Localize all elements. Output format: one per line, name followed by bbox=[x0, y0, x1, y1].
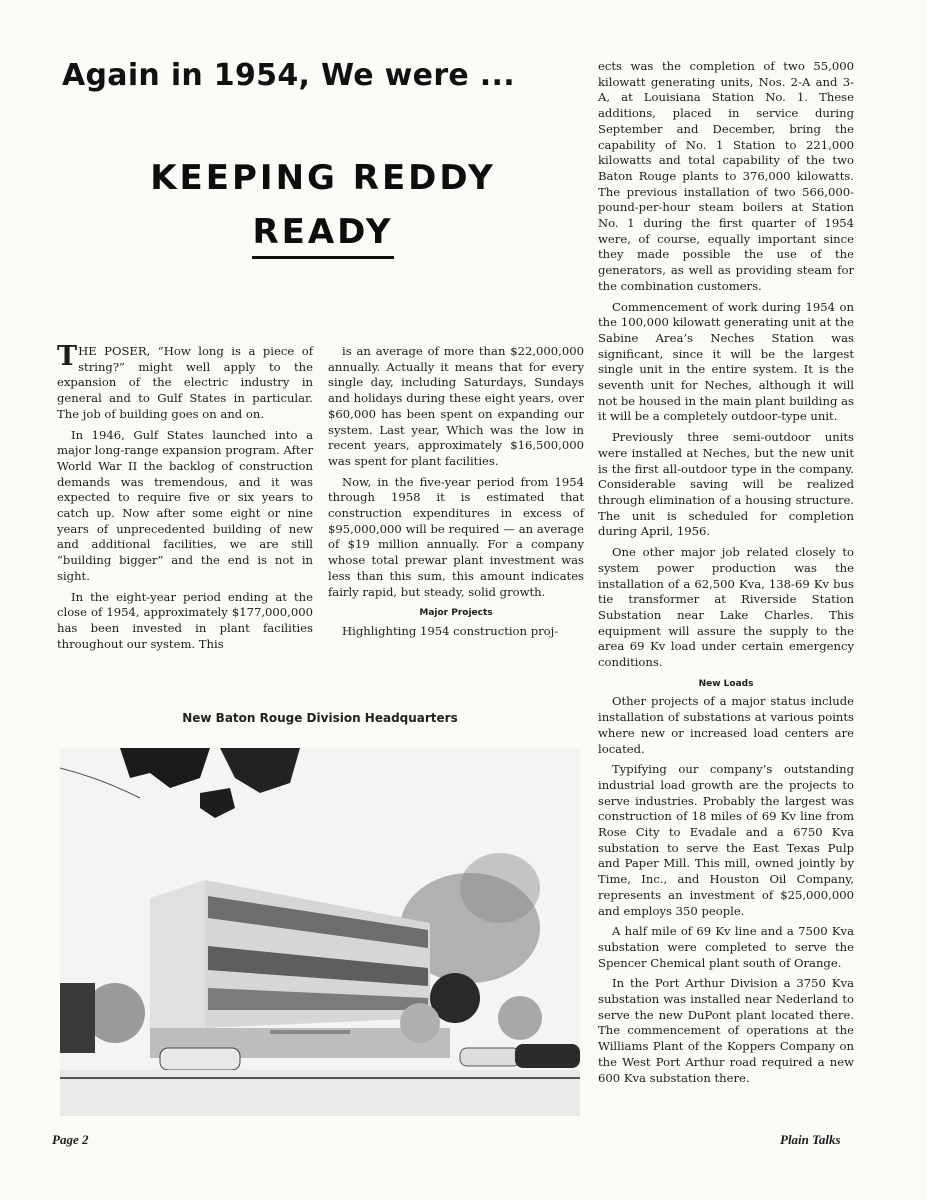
article-paragraph bbox=[598, 762, 854, 919]
paragraph-text: is an average of more than $22,000,000 annually. Actually it means that for every single day, including Saturdays, Sundays and holidays during these eight years, over $60,000 has been spent on expanding our system. Last year, Which was the low in recent years, approximately $16,500,000 was spent for plant facilities. bbox=[328, 344, 584, 468]
paragraph-text: In 1946, Gulf States launched into a major long-range expansion program. After World War II the backlog of construction demands was tremendous, and it was expected to require five or six years to catch up. Now after some eight or nine years of unprecedented building of new and additional facilities, we are still “building bigger” and the end is not in sight. bbox=[57, 427, 313, 583]
article-paragraph bbox=[598, 924, 854, 971]
publication-name: Plain Talks bbox=[780, 1132, 841, 1147]
article-paragraph bbox=[598, 59, 854, 295]
headline-line1: KEEPING REDDY bbox=[150, 158, 496, 198]
paragraph-text: HE POSER, “How long is a piece of string?” might well apply to the expansion of the electric industry in general and to Gulf States in particular. The job of building goes on and on. bbox=[57, 344, 313, 421]
paragraph-text: Commencement of work during 1954 on the 100,000 kilowatt generating unit at the Sabine Area’s Neches Station was significant, since it will be the largest single unit in the entire system. It is the seventh unit for Neches, although it will not be housed in the main plant building as it will be a completely outdoor-type unit. bbox=[598, 299, 854, 424]
article-paragraph bbox=[57, 428, 313, 585]
building-side bbox=[150, 880, 205, 1033]
paragraph-text: One other major job related closely to system power production was the installation of a 62,500 Kva, 138-69 Kv bus tie transformer at Riverside Station Substation near Lake Charles. This equipment will assure the supply to the area 69 Kv load under certain emergency conditions. bbox=[598, 545, 854, 670]
paragraph-text: A half mile of 69 Kv line and a 7500 Kva substation were completed to serve the Spencer Chemical plant south of Orange. bbox=[598, 924, 854, 970]
paragraph-text: Now, in the five-year period from 1954 through 1958 it is estimated that construction expenditures in excess of $95,000,000 will be required — an average of $19 million annually. For a company whose total prewar plant investment was less than this sum, this amount indicates fairly rapid, but steady, solid growth. bbox=[328, 474, 584, 599]
canopy bbox=[270, 1030, 350, 1034]
article-paragraph bbox=[328, 344, 584, 470]
article-column-3 bbox=[598, 59, 854, 1091]
paragraph-text: Other projects of a major status include installation of substations at various points where new or increased load centers are located. bbox=[598, 694, 854, 756]
drop-cap: T bbox=[57, 341, 78, 372]
headline-line2 bbox=[50, 212, 596, 252]
paragraph-text: In the eight-year period ending at the close of 1954, approximately $177,000,000 has been invested in plant facilities throughout our system. This bbox=[57, 589, 313, 651]
paragraph-text: Previously three semi-outdoor units were installed at Neches, but the new unit is the first all-outdoor type in the company. Considerable saving will be realized through elimination of a housing structure. The unit is scheduled for completion during April, 1956. bbox=[598, 430, 854, 539]
article-paragraph bbox=[328, 475, 584, 601]
building-illustration-svg bbox=[60, 748, 580, 1116]
tree bbox=[400, 1003, 440, 1043]
paragraph-text: ects was the completion of two 55,000 kilowatt generating units, Nos. 2-A and 3-A, at Louisiana Station No. 1. These additions, placed in service during September and December, bring the capability of No. 1 Station to 221,000 kilowatts and total capability of the two Baton Rouge plants to 376,000 kilowatts. The previous installation of two 566,000-pound-per-hour steam boilers at Station No. 1 during the first quarter of 1954 were, of course, equally important since they made possible the use of the generators, as well as providing steam for the combination customers. bbox=[598, 59, 854, 293]
paragraph-text: Typifying our company’s outstanding industrial load growth are the projects to serve industries. Probably the largest was construction of 18 miles of 69 Kv line from Rose City to Evadale and a 6750 Kva substation to serve the East Texas Pulp and Paper Mill. This mill, owned jointly by Time, Inc., and Houston Oil Company, represents an investment of $25,000,000 and employs 350 people. bbox=[598, 762, 854, 918]
tree-dark bbox=[60, 983, 95, 1053]
paragraph-text: Highlighting 1954 construction proj- bbox=[342, 623, 559, 638]
paragraph-text: In the Port Arthur Division a 3750 Kva substation was installed near Nederland to serve the new DuPont plant located there. The commencement of operations at the Williams Plant of the Koppers Company on the West Port Arthur road required a new 600 Kva substation there. bbox=[598, 976, 854, 1085]
article-column-1 bbox=[57, 341, 313, 657]
car bbox=[460, 1048, 520, 1066]
smoke-puff bbox=[460, 853, 540, 923]
article-paragraph bbox=[598, 545, 854, 671]
article-paragraph bbox=[57, 341, 313, 423]
car bbox=[515, 1044, 580, 1068]
building-illustration bbox=[60, 748, 580, 1116]
headline-underlined: READY bbox=[252, 212, 393, 259]
article-paragraph bbox=[328, 624, 584, 640]
section-subhead: Major Projects bbox=[419, 608, 493, 619]
article-column-2 bbox=[328, 344, 584, 645]
article-paragraph bbox=[598, 976, 854, 1086]
car bbox=[160, 1048, 240, 1070]
figure-caption: New Baton Rouge Division Headquarters bbox=[182, 711, 458, 725]
page-number: Page 2 bbox=[52, 1132, 89, 1147]
section-subhead: New Loads bbox=[698, 678, 754, 689]
article-paragraph bbox=[598, 430, 854, 540]
article-paragraph bbox=[598, 694, 854, 757]
tree bbox=[498, 996, 542, 1040]
pavement bbox=[60, 1070, 580, 1116]
article-paragraph bbox=[598, 300, 854, 426]
kicker-heading: Again in 1954, We were ... bbox=[62, 58, 515, 93]
article-paragraph bbox=[57, 590, 313, 653]
